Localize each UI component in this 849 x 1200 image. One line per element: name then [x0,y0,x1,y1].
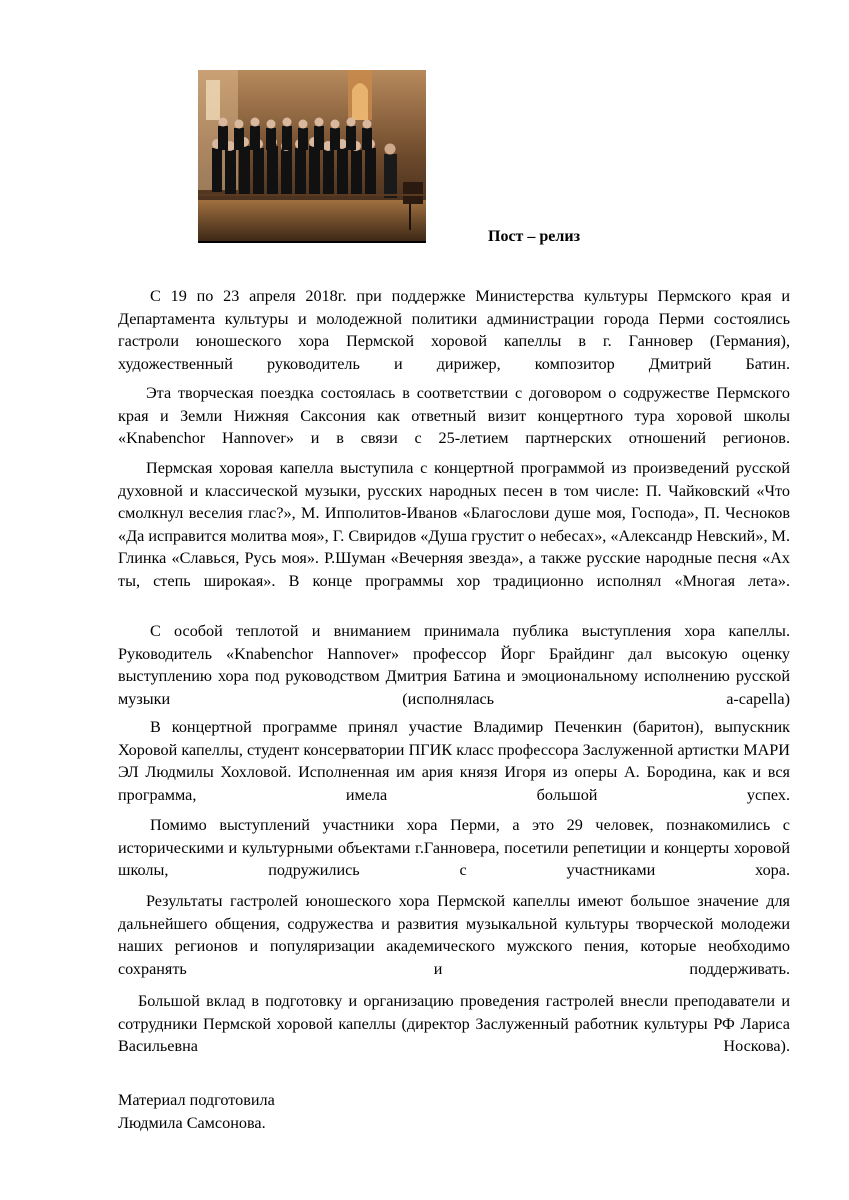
paragraph-8: Большой вклад в подготовку и организацию проведения гастролей внесли преподаватели и сотрудники Пермской хоровой капеллы (директор Заслуженный работник культуры РФ Лариса Васильевна Носкова). [118,992,790,1056]
paragraph-3: Пермская хоровая капелла выступила с концертной программой из произведений русской духовной и классической музыки, русских народных песен в том числе: П. Чайковский «Что смолкнул веселия глас?», М. Ипполитов-Иванов «Благослови душе моя, Господа», П. Чесноков «Да исправится молитва моя», Г. Свиридов «Душа грустит о небесах», «Александр Невский», М. Глинка «Славься, Русь моя». Р.Шуман «Вечерняя звезда», а также русские народные песня «Ах ты, степь широкая». В конце программы хор традиционно исполнял «Многая лета». [118,459,790,590]
choir-photo-icon [198,70,426,242]
document-title: Пост – релиз [488,228,581,245]
paragraph-6: Помимо выступлений участники хора Перми, а это 29 человек, познакомились с историческими и культурными объектами г.Ганновера, посетили репетиции и концерты хоровой школы, подружились с участниками хора. [118,816,790,880]
photo-underline [198,241,426,243]
paragraph-7: Результаты гастролей юношеского хора Пермской капеллы имеют большое значение для дальнейшего общения, содружества и развития музыкальной культуры творческой молодежи наших регионов и популяризации академического мужского пения, которые необходимо сохранять и поддерживать. [118,892,790,978]
choir-photo [198,70,426,242]
paragraph-5: В концертной программе принял участие Владимир Печенкин (баритон), выпускник Хоровой капеллы, студент консерватории ПГИК класс профессора Заслуженной артистки МАРИ ЭЛ Людмилы Хохловой. Исполненная им ария князя Игоря из оперы А. Бородина, как и вся программа, имела большой успех. [118,718,790,804]
paragraph-2: Эта творческая поездка состоялась в соответствии с договором о содружестве Пермского края и Земли Нижняя Саксония как ответный визит концертного тура хоровой школы «Knabenchor Hannover» и в связи с 25-летием партнерских отношений регионов. [118,384,790,448]
paragraph-1: С 19 по 23 апреля 2018г. при поддержке Министерства культуры Пермского края и Департамента культуры и молодежной политики администрации города Перми состоялись гастроли юношеского хора Пермской хоровой капеллы в г. Ганновер (Германия), художественный руководитель и дирижер, композитор Дмитрий Батин. [118,287,790,373]
signature-line-1: Материал подготовила [118,1091,275,1109]
signature-block [118,1089,275,1134]
signature-name: Людмила Самсонова. [118,1113,266,1132]
paragraph-4: С особой теплотой и вниманием принимала публика выступления хора капеллы. Руководитель «Knabenchor Hannover» профессор Йорг Брайдинг дал высокую оценку выступлению хора под руководством Дмитрия Батина и эмоциональному исполнению русской музыки (исполнялась a-capella) [118,622,790,708]
